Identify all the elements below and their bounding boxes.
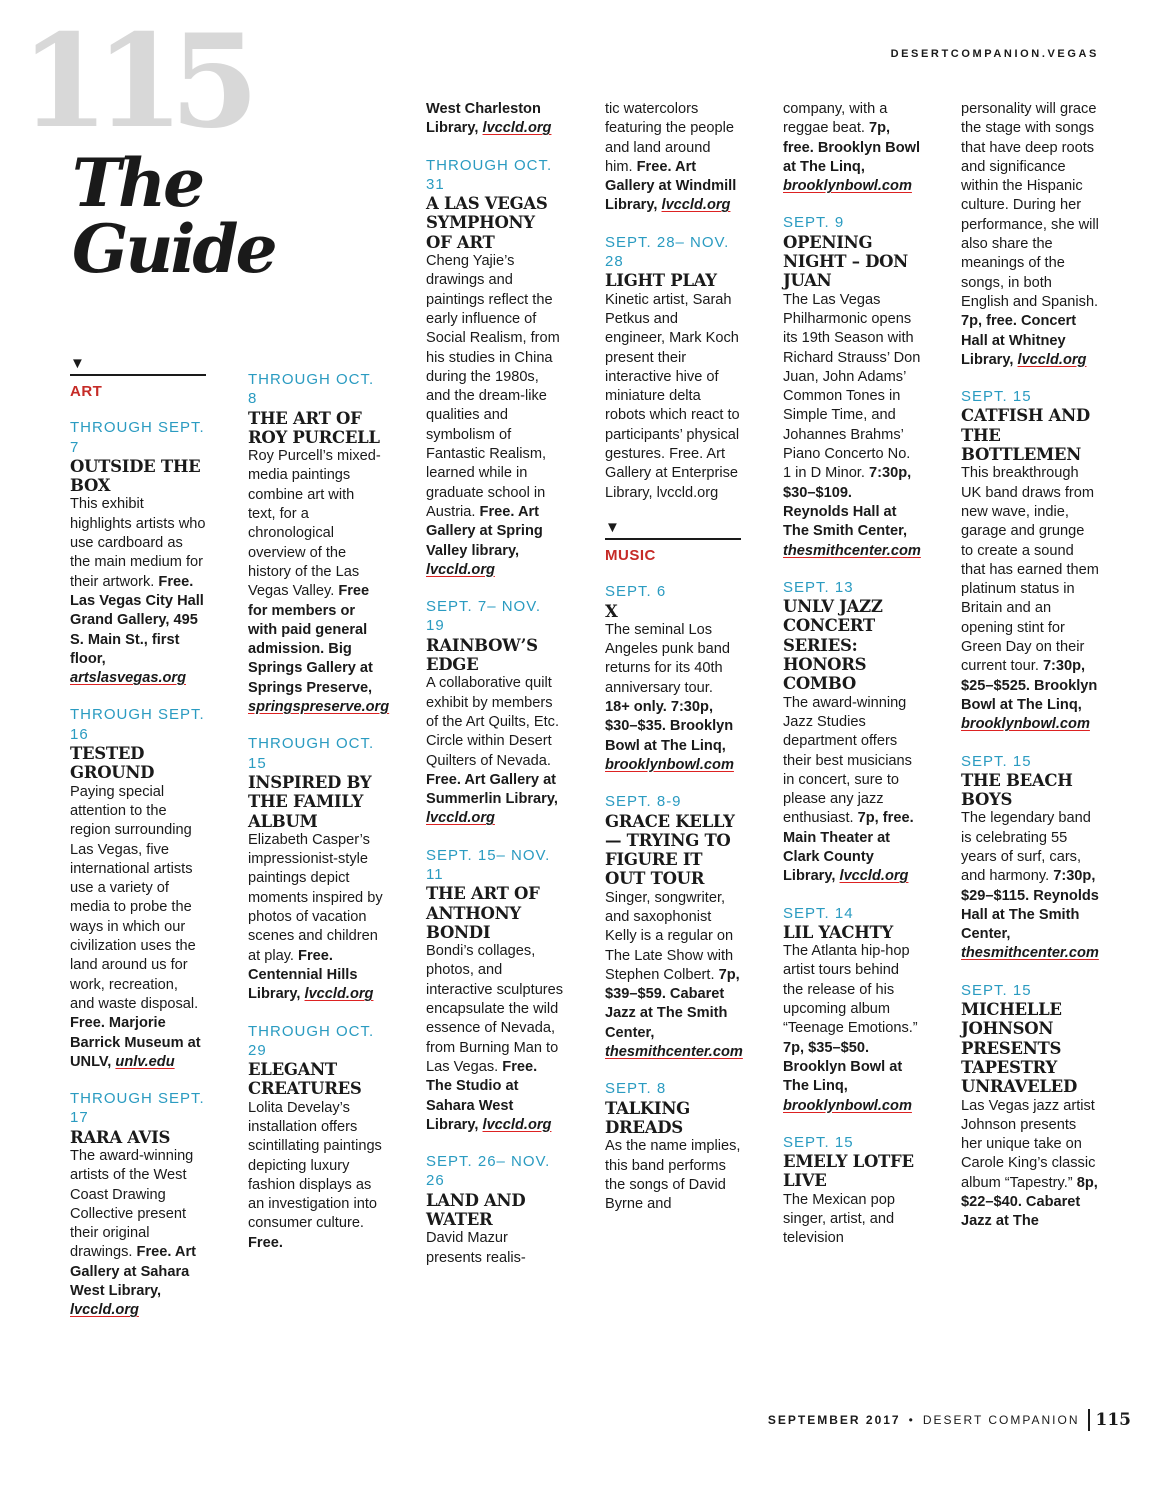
event-venue: Free. Las Vegas City Hall Grand Gallery, 495 S. Main St., first floor, [70,573,204,667]
section-label: MUSIC [605,546,656,564]
event-desc: This breakthrough UK band draws from new wave, indie, garage and grunge to create a sound that has earned them platinum status in Britain and an opening stint for Green Day on their current tour. [961,465,1099,675]
event-desc: As the name implies, this band performs the songs of David Byrne and [605,1138,741,1213]
column-2 [248,370,390,1270]
event-venue: 7p, $39–$59. Cabaret Jazz at The Smith Center, [605,966,740,1041]
event-date: SEPT. 15 [783,1133,854,1151]
site-url[interactable]: DESERTCOMPANION.VEGAS [890,48,1099,60]
event-link[interactable]: brooklynbowl.com [783,1097,912,1114]
event-date: SEPT. 15 [961,388,1032,406]
event-venue: 18+ only. 7:30p, $30–$35. Brooklyn Bowl at The Linq, [605,699,734,754]
event-venue: 7p, free. Main Theater at Clark County Library, [783,810,914,885]
triangle-down-icon: ▼ [605,518,620,536]
event-link[interactable]: brooklynbowl.com [605,756,734,773]
event-venue: 7p, free. Concert Hall at Whitney Library, [961,313,1077,368]
event-desc: The award-winning artists of the West Coast Drawing Collective present their original drawings. [70,1147,194,1261]
section-rule [70,374,206,376]
event-link[interactable]: thesmithcenter.com [605,1044,743,1061]
event-date: THROUGH SEPT. 17 [70,1090,205,1127]
triangle-down-icon: ▼ [70,355,85,372]
event-date: SEPT. 26– NOV. 26 [426,1153,551,1190]
event-link[interactable]: lvccld.org [839,868,909,885]
event-item [426,156,564,581]
event-venue: Free. Art Gallery at Windmill Library, [605,158,737,214]
page-footer [768,1409,1131,1431]
footer-page-number: 115 [1088,1409,1132,1431]
event-venue: Free. Art Gallery at Spring Valley library, [426,503,543,559]
event-name: X [605,601,618,621]
event-desc: The Atlanta hip-hop artist tours behind the release of his upcoming album “Teenage Emotions.” [783,943,918,1037]
event-name: UNLV JAZZ CONCERT SERIES: HONORS COMBO [783,597,883,694]
event-date: SEPT. 7– NOV. 19 [426,598,541,635]
event-item [70,418,206,688]
event-venue: 7:30p, $30–$109. Reynolds Hall at The Smith Center, [783,465,912,540]
event-date: SEPT. 8 [605,1080,667,1098]
event-item [605,792,741,1062]
event-item [783,1133,921,1249]
footer-date: SEPTEMBER 2017 [767,1413,901,1427]
event-venue: West Charleston Library, [426,101,541,137]
continued-text [605,100,741,216]
event-desc: personality will grace the stage with songs that have deep roots and significance within the Hispanic culture. During her performance, she will also share the meanings of the songs, in both English and Spanish. [961,101,1099,310]
event-desc: The legendary band is celebrating 55 years of surf, cars, and harmony. [961,810,1091,885]
event-item [70,705,206,1072]
event-name: RARA AVIS [70,1127,171,1147]
event-desc: Roy Purcell’s mixed-media paintings combine art with text, for a chronological overview of the history of the Las Vegas Valley. [248,448,381,600]
event-item [248,1022,384,1254]
event-date: SEPT. 8-9 [605,793,682,811]
footer-separator: • [908,1413,915,1427]
event-item [70,1089,206,1321]
event-desc: tic watercolors featuring the people and land around him. [605,101,735,175]
event-desc: This exhibit highlights artists who use cardboard as the main medium for their artwork. [70,496,206,590]
event-date: SEPT. 15 [961,981,1032,999]
event-date: SEPT. 13 [783,578,854,596]
event-link[interactable]: unlv.edu [115,1053,175,1070]
event-item [248,734,384,1004]
event-item [961,752,1099,964]
footer-magazine: DESERT COMPANION [922,1413,1080,1427]
column-3 [426,100,564,1285]
event-venue: Free. Art Gallery at Sahara West Library, [70,1244,197,1300]
event-name: EMELY LOTFE LIVE [783,1152,914,1191]
title-line-2: Guide [72,210,275,288]
event-name: INSPIRED BY THE FAMILY ALBUM [248,772,372,831]
event-link[interactable]: lvccld.org [70,1302,139,1319]
event-item [605,582,741,775]
event-name: OUTSIDE THE BOX [70,456,201,496]
event-date: SEPT. 14 [783,904,854,922]
event-desc: The Las Vegas Philharmonic opens its 19th Season with Richard Strauss’ Don Juan, John Adams’ Common Tones in Simple Time, and Johannes Brahms’ Piano Concerto No. 1 in D Minor. [783,291,921,482]
event-name: THE ART OF ANTHONY BONDI [426,884,540,942]
event-link[interactable]: lvccld.org [661,197,731,214]
event-item [783,578,921,887]
event-desc: Elizabeth Casper’s impressionist-style paintings depict moments inspired by photos of vacation scenes and children at play. [248,831,383,964]
event-date: THROUGH OCT. 31 [426,156,553,193]
event-date: THROUGH SEPT. 16 [70,706,205,743]
event-link[interactable]: lvccld.org [1017,351,1087,368]
page-number-large: 115 [20,7,246,157]
event-date: SEPT. 15 [961,752,1032,770]
event-name: ELEGANT CREATURES [248,1060,362,1099]
event-desc: Kinetic artist, Sarah Petkus and engineer, Mark Koch present their interactive hive of miniature delta robots which react to participants’ physical gestures. Free. Art Gallery at Enterprise Library, lvccld.org [605,291,740,501]
column-1 [70,348,206,1338]
event-desc: The award-winning Jazz Studies department offers their best musicians in concert, sure to please any jazz enthusiast. [783,694,912,827]
page-title [72,144,275,288]
event-item [426,846,564,1135]
event-date: SEPT. 9 [783,214,845,232]
event-venue: Free. Art Gallery at Summerlin Library, [426,771,558,808]
event-link[interactable]: brooklynbowl.com [961,716,1090,733]
event-item [783,213,921,560]
event-venue: Free for members or with paid general admission. Big Springs Gallery at Springs Preserve, [248,583,373,696]
event-date: SEPT. 6 [605,583,667,601]
event-desc: Bondi’s collages, photos, and interactive sculptures encapsulate the wild essence of Nevada, from Burning Man to Las Vegas. [426,943,564,1075]
event-venue: Free. [248,1234,283,1251]
event-desc: Singer, songwriter, and saxophonist Kelly is a regular on The Late Show with Stephen Colbert. [605,889,734,983]
event-venue: 7p, free. Brooklyn Bowl at The Linq, [783,120,921,175]
event-name: A LAS VEGAS SYMPHONY OF ART [426,194,548,252]
event-venue: Free. Centennial Hills Library, [248,947,358,1003]
event-name: THE ART OF ROY PURCELL [248,408,380,447]
event-desc: Las Vegas jazz artist Johnson presents her unique take on Carole King’s classic album “Tapestry.” [961,1097,1096,1191]
event-item [426,1152,564,1268]
event-link[interactable]: lvccld.org [426,561,495,578]
event-item [426,597,564,829]
event-link[interactable]: lvccld.org [482,120,552,137]
event-name: LIGHT PLAY [605,271,717,291]
event-item [248,370,390,717]
event-name: TESTED GROUND [70,744,155,783]
event-item [961,981,1099,1232]
event-desc: A collaborative quilt exhibit by members of the Art Quilts, Etc. Circle within Desert Quilters of Nevada. [426,675,560,769]
event-desc: Cheng Yajie’s drawings and paintings reflect the early influence of Social Realism, from his studies in China during the 1980s, and the dream-like qualities and symbolism of Fantastic Realism, learned while in graduate school in Austria. [426,253,560,520]
event-desc: The Mexican pop singer, artist, and television [783,1191,895,1247]
event-date: SEPT. 15– NOV. 11 [426,846,551,883]
section-header-music [605,520,741,565]
event-venue: Free. The Studio at Sahara West Library, [426,1058,538,1133]
event-desc: Lolita Develay’s installation offers scintillating paintings depicting luxury fashion displays as an investigation into consumer culture. [248,1099,382,1232]
event-date: SEPT. 28– NOV. 28 [605,233,730,271]
event-venue: 7:30p, $25–$525. Brooklyn Bowl at The Linq, [961,658,1098,713]
event-link[interactable]: lvccld.org [426,810,495,827]
event-name: CATFISH AND THE BOTTLEMEN [961,406,1090,465]
section-rule [605,538,741,540]
event-name: THE BEACH BOYS [961,770,1073,810]
event-date: THROUGH OCT. 15 [248,735,375,772]
event-name: RAINBOW’S EDGE [426,635,538,675]
event-name: TALKING DREADS [605,1098,690,1137]
event-link[interactable]: lvccld.org [482,1116,552,1133]
event-date: THROUGH OCT. 29 [248,1022,375,1059]
event-name: MICHELLE JOHNSON PRESENTS TAPESTRY UNRAVELED [961,1000,1077,1097]
event-link[interactable]: brooklynbowl.com [783,178,912,195]
continued-text [783,100,921,196]
title-line-1: The [72,144,203,222]
event-item [783,904,921,1116]
event-name: LAND AND WATER [426,1190,526,1230]
event-item [605,233,741,503]
event-desc: Paying special attention to the region surrounding Las Vegas, five international artists use a variety of media to probe the ways in which our civilization uses the land around us for work, recreation, and waste disposal. [70,783,199,1012]
continued-text [961,100,1099,370]
event-link[interactable]: lvccld.org [304,986,374,1003]
event-venue: 8p, $22–$40. Cabaret Jazz at The [961,1174,1098,1230]
event-venue: 7:30p, $29–$115. Reynolds Hall at The Smith Center, [961,868,1099,943]
section-label: ART [70,383,103,400]
event-name: GRACE KELLY — TRYING TO FIGURE IT OUT TOUR [605,811,735,889]
event-item [605,1079,741,1214]
event-venue: Free. Marjorie Barrick Museum at UNLV, [70,1015,201,1070]
section-header-art [70,356,206,401]
event-link[interactable]: springspreserve.org [248,699,390,716]
event-link[interactable]: thesmithcenter.com [783,542,921,559]
event-item [961,387,1099,734]
continued-text [426,100,564,139]
event-link[interactable]: artslasvegas.org [70,670,187,687]
column-4 [605,100,741,1231]
event-date: THROUGH OCT. 8 [248,371,375,408]
event-name: LIL YACHTY [783,922,893,942]
event-desc: company, with a reggae beat. [783,101,888,137]
column-5 [783,100,921,1266]
event-venue: 7p, $35–$50. Brooklyn Bowl at The Linq, [783,1039,903,1095]
event-desc: David Mazur presents realis- [426,1230,526,1266]
event-date: THROUGH SEPT. 7 [70,419,205,456]
event-link[interactable]: thesmithcenter.com [961,945,1099,962]
event-desc: The seminal Los Angeles punk band returns for its 40th anniversary tour. [605,621,730,696]
column-6 [961,100,1099,1249]
event-name: OPENING NIGHT – DON JUAN [783,232,908,291]
